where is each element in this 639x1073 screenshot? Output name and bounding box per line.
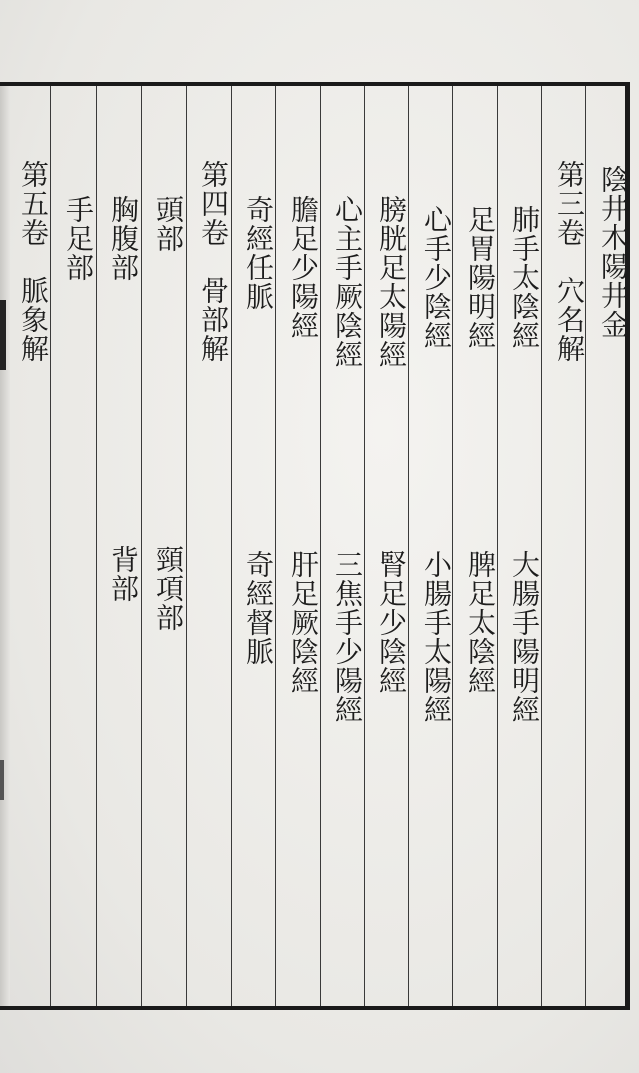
volume-heading: 第三卷 穴名解 [553,160,586,363]
toc-entry: 大腸手陽明經 [508,550,541,724]
volume-heading: 第四卷 骨部解 [197,160,230,363]
toc-entry: 足胃陽明經 [464,205,497,350]
toc-entry: 心主手厥陰經 [331,195,364,369]
toc-entry: 頸項部 [152,545,185,632]
toc-entry: 肺手太陰經 [508,205,541,350]
toc-entry: 三焦手少陽經 [331,550,364,724]
toc-entry: 頭部 [152,195,185,253]
toc-entry: 手足部 [62,195,95,282]
toc-entry: 心手少陰經 [420,205,453,350]
toc-entry: 背部 [107,545,140,603]
volume-heading: 第五卷 脈象解 [17,160,50,363]
header-line: 陰井木陽井金 [597,165,630,339]
toc-entry: 膽足少陽經 [287,195,320,340]
toc-entry: 肝足厥陰經 [287,550,320,695]
toc-entry: 小腸手太陽經 [420,550,453,724]
toc-entry: 奇經督脈 [242,550,275,666]
toc-entry: 脾足太陰經 [464,550,497,695]
toc-entry: 膀胱足太陽經 [375,195,408,369]
toc-entry: 腎足少陰經 [375,550,408,695]
toc-entry: 奇經任脈 [242,195,275,311]
toc-entry: 胸腹部 [107,195,140,282]
